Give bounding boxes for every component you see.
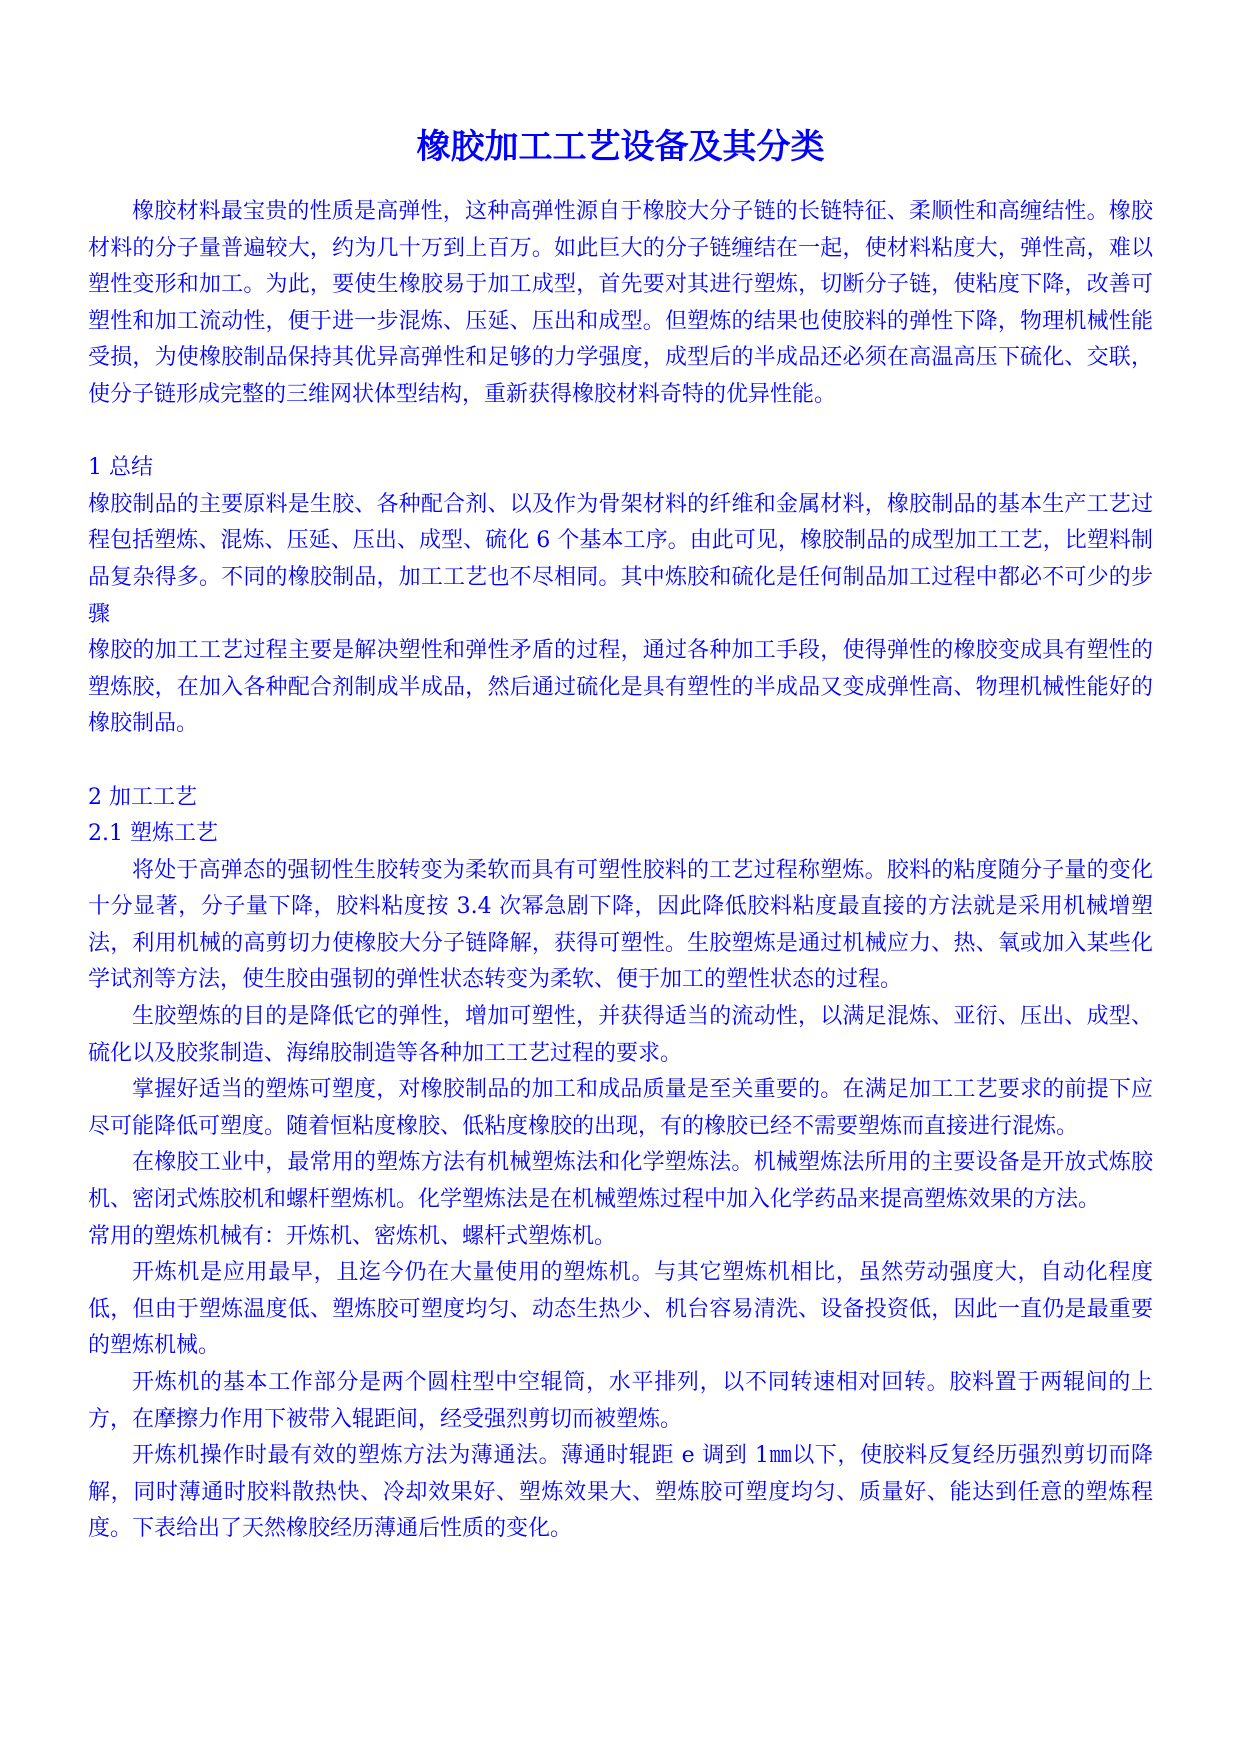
section-2-paragraph-7: 开炼机的基本工作部分是两个圆柱型中空辊筒，水平排列，以不同转速相对回转。胶料置于两辊间的上方，在摩擦力作用下被带入辊距间，经受强烈剪切而被塑炼。 — [88, 1370, 1153, 1432]
document-page — [88, 125, 1153, 1548]
section-2-paragraph-5: 常用的塑炼机械有：开炼机、密炼机、螺杆式塑炼机。 — [88, 1223, 617, 1249]
intro-paragraph: 橡胶材料最宝贵的性质是高弹性，这种高弹性源自于橡胶大分子链的长链特征、柔顺性和高缠结性。橡胶材料的分子量普遍较大，约为几十万到上百万。如此巨大的分子链缠结在一起，使材料粘度大，弹性高，难以塑性变形和加工。为此，要使生橡胶易于加工成型，首先要对其进行塑炼，切断分子链，使粘度下降，改善可塑性和加工流动性，便于进一步混炼、压延、压出和成型。但塑炼的结果也使胶料的弹性下降，物理机械性能受损，为使橡胶制品保持其优异高弹性和足够的力学强度，成型后的半成品还必须在高温高压下硫化、交联，使分子链形成完整的三维网状体型结构，重新获得橡胶材料奇特的优异性能。 — [88, 199, 1153, 407]
spacer — [88, 743, 1153, 780]
section-2-paragraph-2: 生胶塑炼的目的是降低它的弹性，增加可塑性，并获得适当的流动性，以满足混炼、亚衍、压出、成型、硫化以及胶浆制造、海绵胶制造等各种加工工艺过程的要求。 — [88, 1004, 1153, 1066]
section-2-paragraph-8: 开炼机操作时最有效的塑炼方法为薄通法。薄通时辊距 e 调到 1㎜以下，使胶料反复经历强烈剪切而降解，同时薄通时胶料散热快、冷却效果好、塑炼效果大、塑炼胶可塑度均匀、质量好、能达到任意的塑炼程度。下表给出了天然橡胶经历薄通后性质的变化。 — [88, 1443, 1153, 1542]
section-1-heading: 1 总结 — [88, 455, 153, 481]
section-2-paragraph-6: 开炼机是应用最早，且迄今仍在大量使用的塑炼机。与其它塑炼机相比，虽然劳动强度大，自动化程度低，但由于塑炼温度低、塑炼胶可塑度均匀、动态生热少、机台容易清洗、设备投资低，因此一直仍是最重要的塑炼机械。 — [88, 1260, 1153, 1359]
document-title: 橡胶加工工艺设备及其分类 — [416, 127, 825, 167]
section-1-paragraph-2: 橡胶的加工工艺过程主要是解决塑性和弹性矛盾的过程，通过各种加工手段，使得弹性的橡胶变成具有塑性的塑炼胶，在加入各种配合剂制成半成品，然后通过硫化是具有塑性的半成品又变成弹性高、物理机械性能好的橡胶制品。 — [88, 638, 1153, 737]
section-2-paragraph-4: 在橡胶工业中，最常用的塑炼方法有机械塑炼法和化学塑炼法。机械塑炼法所用的主要设备是开放式炼胶机、密闭式炼胶机和螺杆塑炼机。化学塑炼法是在机械塑炼过程中加入化学药品来提高塑炼效果的方法。 — [88, 1150, 1153, 1213]
section-2-heading: 2 加工工艺 — [88, 784, 197, 810]
section-1-paragraph-1: 橡胶制品的主要原料是生胶、各种配合剂、以及作为骨架材料的纤维和金属材料，橡胶制品的基本生产工艺过程包括塑炼、混炼、压延、压出、成型、硫化 6 个基本工序。由此可见，橡胶制品的成型加工工艺，比塑料制品复杂得多。不同的橡胶制品，加工工艺也不尽相同。其中炼胶和硫化是任何制品加工过程中都必不可少的步骤 — [88, 491, 1153, 627]
section-2-1-heading: 2.1 塑炼工艺 — [88, 821, 218, 847]
spacer — [88, 414, 1153, 451]
section-2-paragraph-1: 将处于高弹态的强韧性生胶转变为柔软而具有可塑性胶料的工艺过程称塑炼。胶料的粘度随分子量的变化十分显著，分子量下降，胶料粘度按 3.4 次幂急剧下降，因此降低胶料粘度最直接的方法就是采用机械增塑法，利用机械的高剪切力使橡胶大分子链降解，获得可塑性。生胶塑炼是通过机械应力、热、氧或加入某些化学试剂等方法，使生胶由强韧的弹性状态转变为柔软、便于加工的塑性状态的过程。 — [88, 857, 1153, 993]
section-2-paragraph-3: 掌握好适当的塑炼可塑度，对橡胶制品的加工和成品质量是至关重要的。在满足加工工艺要求的前提下应尽可能降低可塑度。随着恒粘度橡胶、低粘度橡胶的出现，有的橡胶已经不需要塑炼而直接进行混炼。 — [88, 1077, 1153, 1139]
